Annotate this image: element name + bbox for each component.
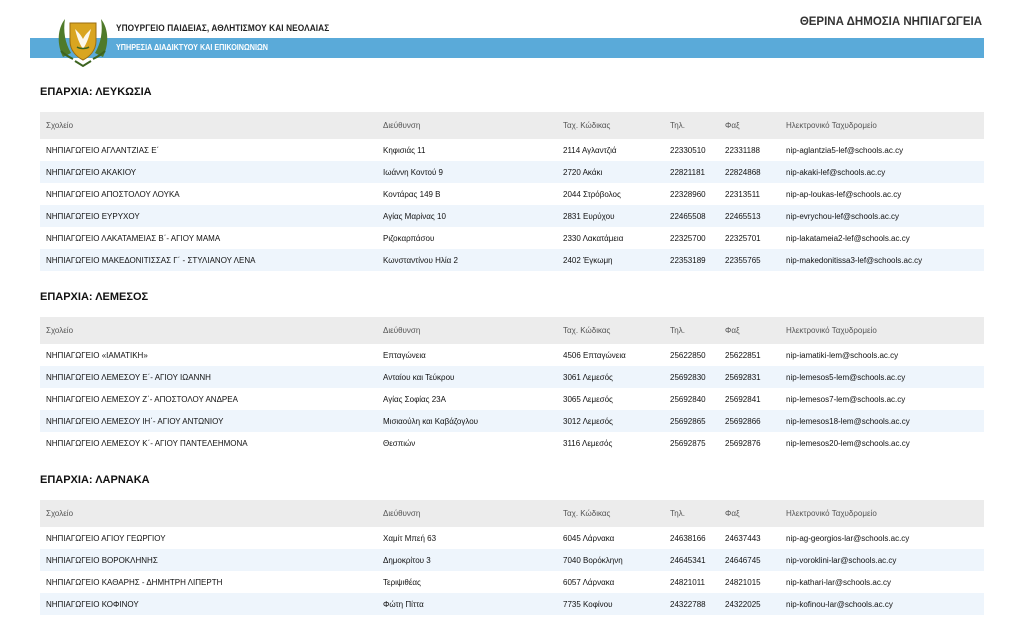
- district-heading: ΕΠΑΡΧΙΑ: ΛΑΡΝΑΚΑ: [40, 474, 150, 486]
- table-row: [40, 527, 984, 549]
- phone: 22328960: [670, 189, 706, 199]
- column-header: Τηλ.: [664, 317, 719, 344]
- email: nip-lemesos5-lem@schools.ac.cy: [780, 366, 984, 388]
- column-header: Σχολείο: [40, 500, 377, 527]
- phone: 24322788: [664, 593, 719, 615]
- fax: 25692831: [719, 366, 780, 388]
- phone: 22353189: [664, 249, 719, 271]
- fax: 22824868: [719, 161, 780, 183]
- district-heading: ΕΠΑΡΧΙΑ: ΛΕΥΚΩΣΙΑ: [40, 86, 152, 98]
- column-header: Διεύθυνση: [377, 112, 557, 139]
- table-row: [40, 183, 984, 205]
- school-name: ΝΗΠΙΑΓΩΓΕΙΟ ΒΟΡΟΚΛΗΝΗΣ: [40, 549, 377, 571]
- address: Ιωάννη Κοντού 9: [377, 161, 557, 183]
- table-header-row: [40, 112, 984, 139]
- address: Φώτη Πίττα: [377, 593, 557, 615]
- fax: 24646745: [719, 549, 780, 571]
- email: nip-lakatameia2-lef@schools.ac.cy: [786, 233, 910, 243]
- fax: 22331188: [725, 145, 760, 155]
- postal-code: 3065 Λεμεσός: [563, 394, 613, 404]
- school-name: ΝΗΠΙΑΓΩΓΕΙΟ ΑΠΟΣΤΟΛΟΥ ΛΟΥΚΑ: [46, 189, 180, 199]
- postal-code: 3061 Λεμεσός: [557, 366, 664, 388]
- email: nip-kathari-lar@schools.ac.cy: [786, 577, 892, 587]
- table-header-row: [40, 317, 984, 344]
- postal-code: 7735 Κοφίνου: [557, 593, 664, 615]
- table-row: [40, 227, 984, 249]
- postal-code: 2330 Λακατάμεια: [563, 233, 624, 243]
- postal-code: 3116 Λεμεσός: [563, 438, 613, 448]
- school-name: ΝΗΠΙΑΓΩΓΕΙΟ ΑΓΙΟΥ ΓΕΩΡΓΙΟΥ: [46, 533, 166, 543]
- service-name: ΥΠΗΡΕΣΙΑ ΔΙΑΔΙΚΤΥΟΥ ΚΑΙ ΕΠΙΚΟΙΝΩΝΙΩΝ: [116, 43, 268, 52]
- column-header: Σχολείο: [40, 112, 377, 139]
- table-row: [40, 593, 984, 615]
- school-name: ΝΗΠΙΑΓΩΓΕΙΟ ΛΕΜΕΣΟΥ Κ΄- ΑΓΙΟΥ ΠΑΝΤΕΛΕΗΜΟΝΑ: [46, 438, 248, 448]
- postal-code: 6057 Λάρνακα: [563, 577, 615, 587]
- phone: 25692875: [670, 438, 706, 448]
- school-name: ΝΗΠΙΑΓΩΓΕΙΟ «ΙΑΜΑΤΙΚΗ»: [46, 350, 148, 360]
- fax: 25692866: [719, 410, 780, 432]
- table-row: [40, 205, 984, 227]
- email: nip-voroklini-lar@schools.ac.cy: [780, 549, 984, 571]
- school-name: ΝΗΠΙΑΓΩΓΕΙΟ ΚΑΘΑΡΗΣ - ΔΗΜΗΤΡΗ ΛΙΠΕΡΤΗ: [46, 577, 223, 587]
- school-name: ΝΗΠΙΑΓΩΓΕΙΟ ΛΕΜΕΣΟΥ ΙΗ΄- ΑΓΙΟΥ ΑΝΤΩΝΙΟΥ: [40, 410, 377, 432]
- column-header: Διεύθυνση: [377, 317, 557, 344]
- phone: 22465508: [664, 205, 719, 227]
- phone: 22330510: [670, 145, 706, 155]
- fax: 25692876: [725, 438, 761, 448]
- postal-code: 2831 Ευρύχου: [557, 205, 664, 227]
- table-row: [40, 549, 984, 571]
- phone: 24645341: [664, 549, 719, 571]
- email: nip-aglantzia5-lef@schools.ac.cy: [786, 145, 904, 155]
- table-row: [40, 249, 984, 271]
- schools-table: [40, 317, 984, 454]
- phone: 25692830: [664, 366, 719, 388]
- address: Ριζοκαρπάσου: [383, 233, 435, 243]
- fax: 22325701: [725, 233, 761, 243]
- postal-code: 2114 Αγλαντζιά: [563, 145, 617, 155]
- fax: 22355765: [719, 249, 780, 271]
- address: Αγίας Μαρίνας 10: [377, 205, 557, 227]
- email: nip-makedonitissa3-lef@schools.ac.cy: [780, 249, 984, 271]
- school-name: ΝΗΠΙΑΓΩΓΕΙΟ ΑΓΛΑΝΤΖΙΑΣ Ε΄: [46, 145, 160, 155]
- email: nip-iamatiki-lem@schools.ac.cy: [786, 350, 899, 360]
- table-row: [40, 410, 984, 432]
- postal-code: 2402 Έγκωμη: [557, 249, 664, 271]
- address: Κηφισιάς 11: [383, 145, 426, 155]
- email: nip-akaki-lef@schools.ac.cy: [780, 161, 984, 183]
- fax: 25622851: [725, 350, 761, 360]
- school-name: ΝΗΠΙΑΓΩΓΕΙΟ ΛΑΚΑΤΑΜΕΙΑΣ Β΄- ΑΓΙΟΥ ΜΑΜΑ: [46, 233, 221, 243]
- schools-table: [40, 500, 984, 615]
- column-header: Τηλ.: [664, 112, 719, 139]
- schools-table: [40, 112, 984, 271]
- address: Κοντάρας 149 Β: [383, 189, 441, 199]
- table-header-row: [40, 500, 984, 527]
- postal-code: 7040 Βορόκληνη: [557, 549, 664, 571]
- table-row: [40, 344, 984, 366]
- address: Δημοκρίτου 3: [377, 549, 557, 571]
- table-row: [40, 388, 984, 410]
- fax: 22465513: [719, 205, 780, 227]
- address: Επταγώνεια: [383, 350, 426, 360]
- email: nip-lemesos18-lem@schools.ac.cy: [780, 410, 984, 432]
- phone: 24821011: [670, 577, 705, 587]
- fax: 24322025: [719, 593, 780, 615]
- column-header: Ηλεκτρονικό Ταχυδρομείο: [780, 112, 984, 139]
- postal-code: 3012 Λεμεσός: [557, 410, 664, 432]
- column-header: Ταχ. Κώδικας: [557, 112, 664, 139]
- postal-code: 2720 Ακάκι: [557, 161, 664, 183]
- column-header: Σχολείο: [40, 317, 377, 344]
- fax: 25692841: [725, 394, 761, 404]
- table-row: [40, 432, 984, 454]
- email: nip-lemesos7-lem@schools.ac.cy: [786, 394, 906, 404]
- school-name: ΝΗΠΙΑΓΩΓΕΙΟ ΚΟΦΙΝΟΥ: [40, 593, 377, 615]
- school-name: ΝΗΠΙΑΓΩΓΕΙΟ ΑΚΑΚΙΟΥ: [40, 161, 377, 183]
- column-header: Φαξ: [719, 317, 780, 344]
- email: nip-ag-georgios-lar@schools.ac.cy: [786, 533, 910, 543]
- column-header: Ταχ. Κώδικας: [557, 500, 664, 527]
- address: Θεσπιών: [383, 438, 416, 448]
- school-name: ΝΗΠΙΑΓΩΓΕΙΟ ΛΕΜΕΣΟΥ Ζ΄- ΑΠΟΣΤΟΛΟΥ ΑΝΔΡΕΑ: [46, 394, 238, 404]
- phone: 25692840: [670, 394, 706, 404]
- email: nip-lemesos20-lem@schools.ac.cy: [786, 438, 910, 448]
- fax: 24821015: [725, 577, 761, 587]
- school-name: ΝΗΠΙΑΓΩΓΕΙΟ ΕΥΡΥΧΟΥ: [40, 205, 377, 227]
- column-header: Ηλεκτρονικό Ταχυδρομείο: [780, 317, 984, 344]
- address: Τεριψιθέας: [383, 577, 421, 587]
- column-header: Φαξ: [719, 500, 780, 527]
- postal-code: 6045 Λάρνακα: [563, 533, 615, 543]
- postal-code: 4506 Επταγώνεια: [563, 350, 626, 360]
- table-row: [40, 139, 984, 161]
- column-header: Φαξ: [719, 112, 780, 139]
- email: nip-ap-loukas-lef@schools.ac.cy: [786, 189, 902, 199]
- column-header: Ηλεκτρονικό Ταχυδρομείο: [780, 500, 984, 527]
- column-header: Τηλ.: [664, 500, 719, 527]
- address: Μισιαούλη και Καβάζογλου: [377, 410, 557, 432]
- phone: 24638166: [670, 533, 706, 543]
- address: Αγίας Σοφίας 23Α: [383, 394, 446, 404]
- ministry-name: ΥΠΟΥΡΓΕΙΟ ΠΑΙΔΕΙΑΣ, ΑΘΛΗΤΙΣΜΟΥ ΚΑΙ ΝΕΟΛΑΙΑΣ: [116, 23, 330, 33]
- table-row: [40, 161, 984, 183]
- address: Κωνσταντίνου Ηλία 2: [377, 249, 557, 271]
- address: Ανταίου και Τεύκρου: [377, 366, 557, 388]
- table-row: [40, 366, 984, 388]
- phone: 22821181: [664, 161, 719, 183]
- address: Χαμίτ Μπεή 63: [383, 533, 437, 543]
- phone: 22325700: [670, 233, 706, 243]
- district-heading: ΕΠΑΡΧΙΑ: ΛΕΜΕΣΟΣ: [40, 291, 149, 303]
- postal-code: 2044 Στρόβολος: [563, 189, 621, 199]
- table-row: [40, 571, 984, 593]
- email: nip-kofinou-lar@schools.ac.cy: [780, 593, 984, 615]
- fax: 22313511: [725, 189, 760, 199]
- email: nip-evrychou-lef@schools.ac.cy: [780, 205, 984, 227]
- fax: 24637443: [725, 533, 761, 543]
- school-name: ΝΗΠΙΑΓΩΓΕΙΟ ΜΑΚΕΔΟΝΙΤΙΣΣΑΣ Γ΄ - ΣΤΥΛΙΑΝΟΥ ΛΕΝΑ: [40, 249, 377, 271]
- cyprus-coat-of-arms-icon: [57, 13, 109, 68]
- page-title: ΘΕΡΙΝΑ ΔΗΜΟΣΙΑ ΝΗΠΙΑΓΩΓΕΙΑ: [799, 16, 982, 28]
- column-header: Ταχ. Κώδικας: [557, 317, 664, 344]
- phone: 25692865: [664, 410, 719, 432]
- school-name: ΝΗΠΙΑΓΩΓΕΙΟ ΛΕΜΕΣΟΥ Ε΄- ΑΓΙΟΥ ΙΩΑΝΝΗ: [40, 366, 377, 388]
- column-header: Διεύθυνση: [377, 500, 557, 527]
- phone: 25622850: [670, 350, 706, 360]
